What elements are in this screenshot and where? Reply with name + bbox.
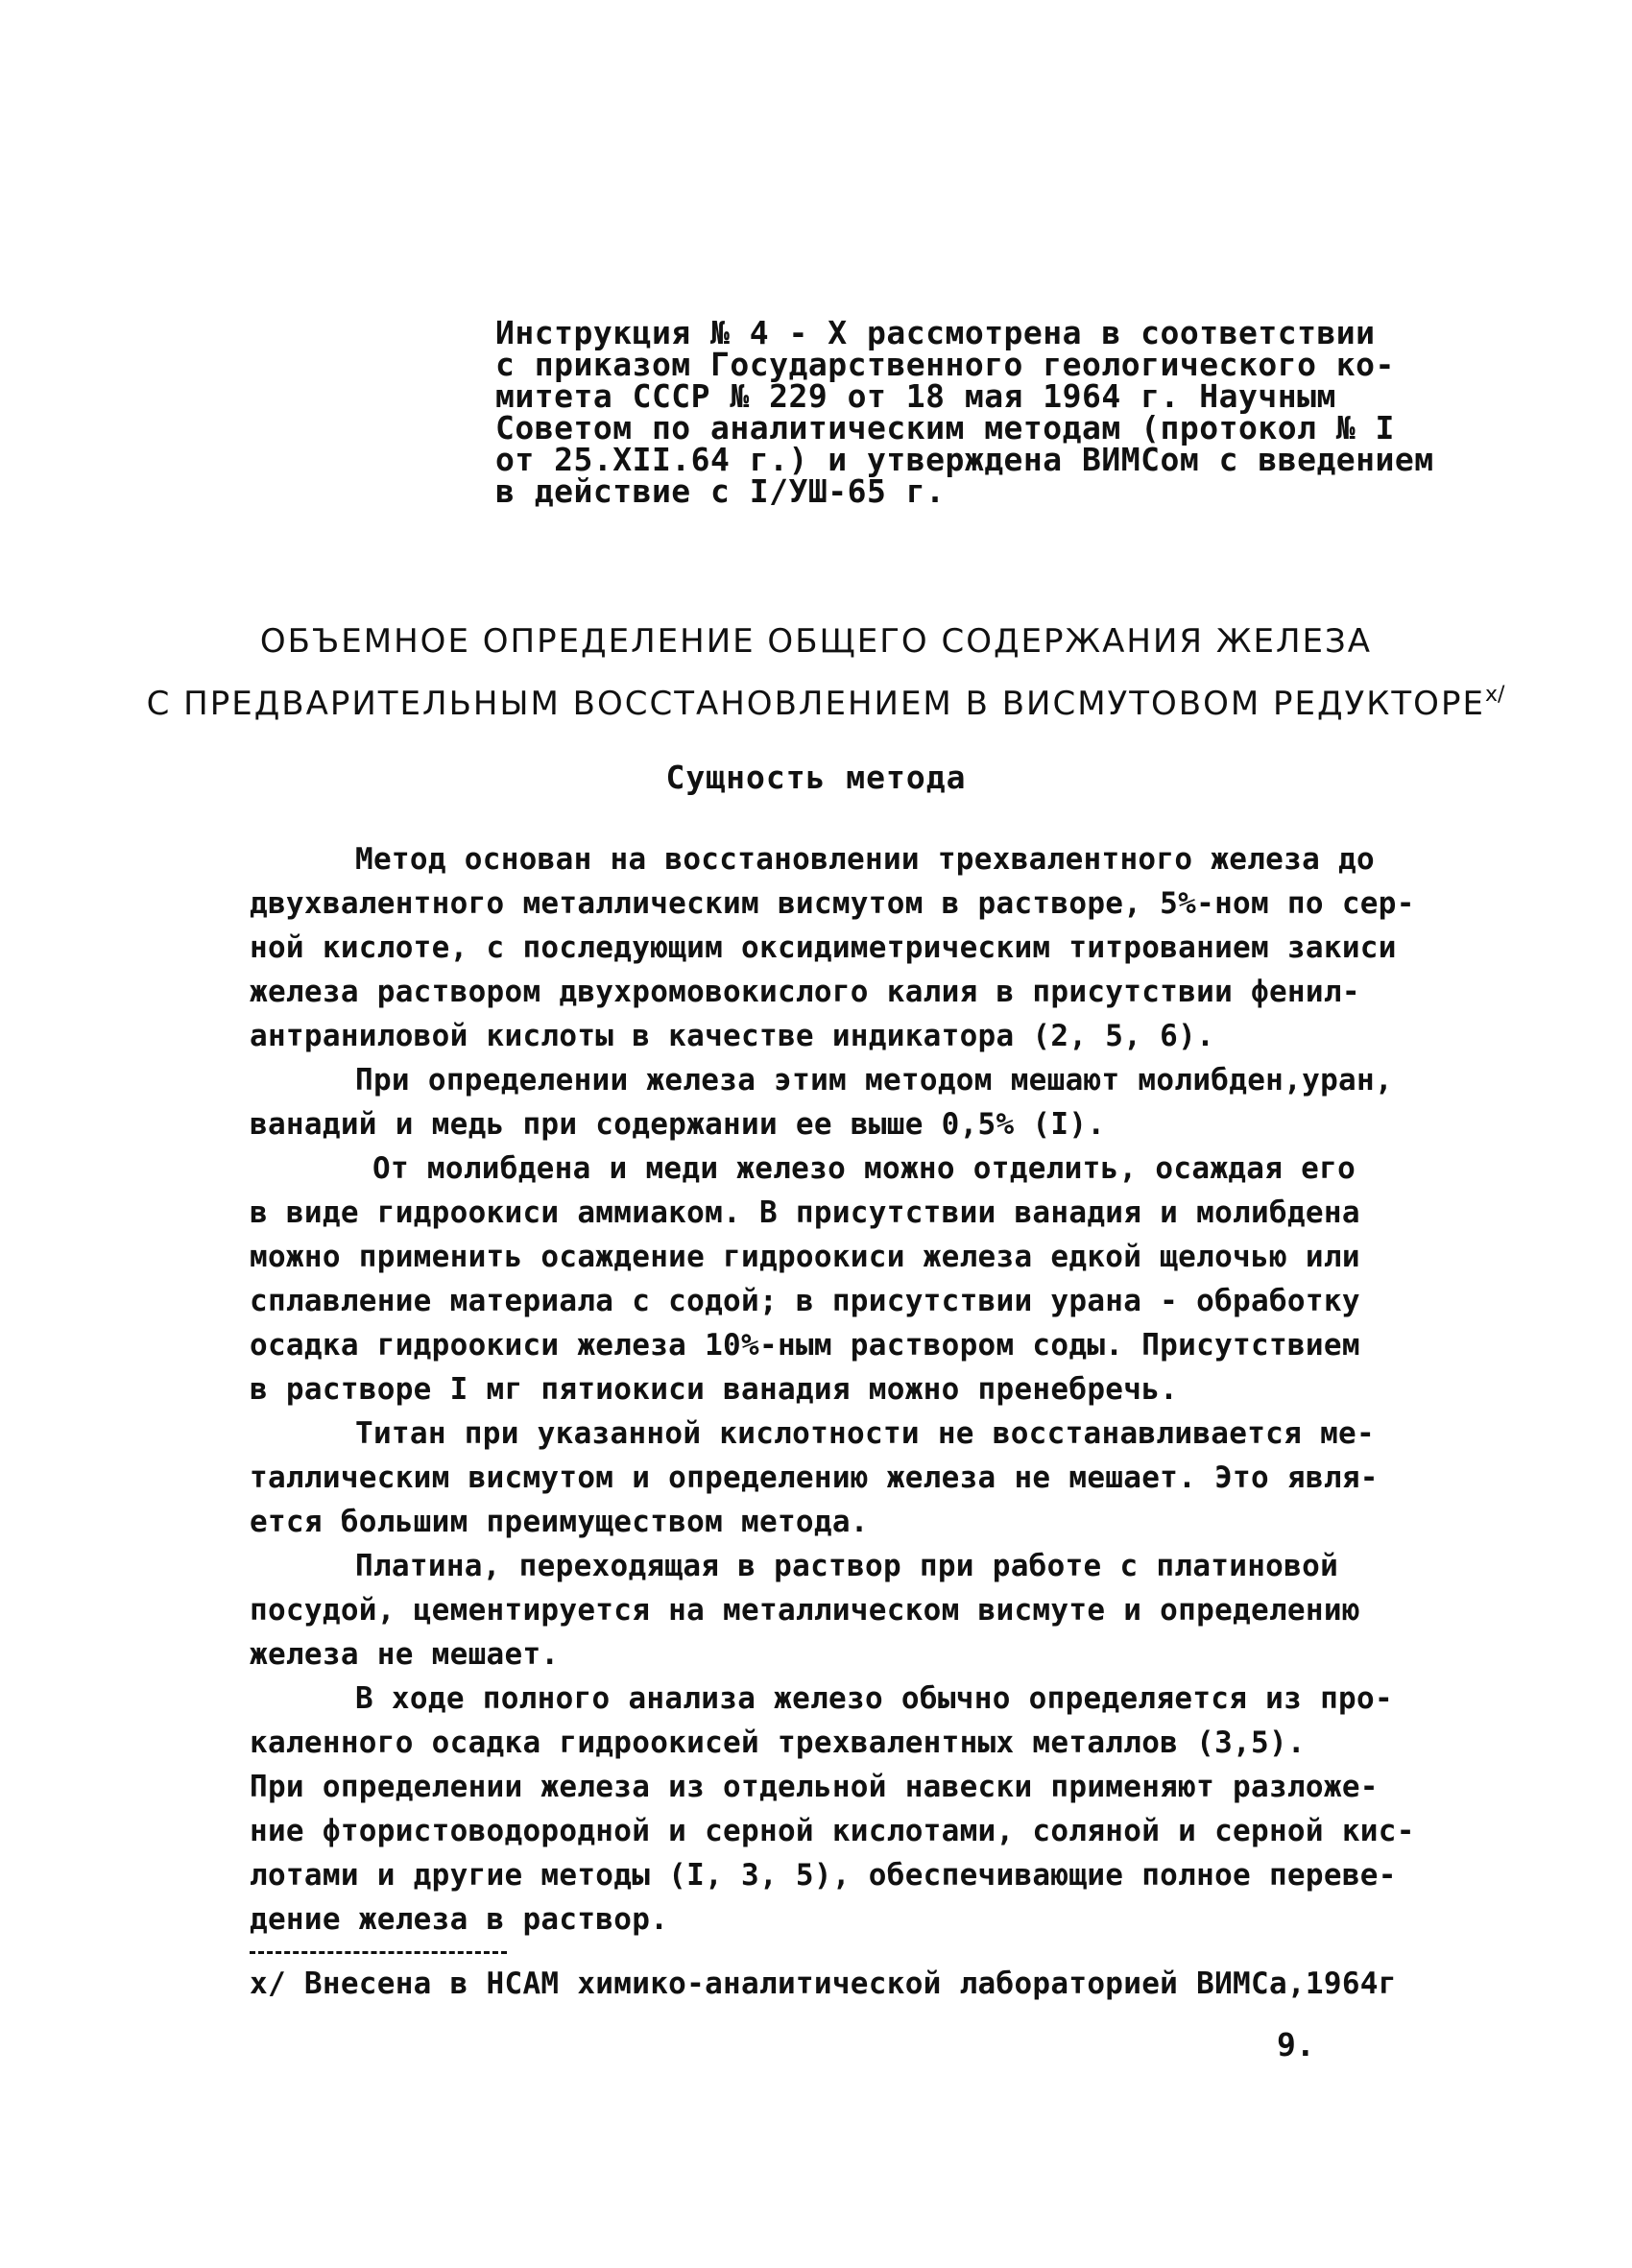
text-line: ется большим преимуществом метода.	[250, 1505, 869, 1539]
text-line: двухвалентного металлическим висмутом в растворе, 5%-ном по сер-	[250, 886, 1415, 921]
approval-line: с приказом Государственного геологического ко-	[495, 346, 1395, 383]
approval-line: в действие с I/УШ-65 г.	[495, 472, 946, 510]
approval-line: митета СССР № 229 от 18 мая 1964 г. Научным	[495, 377, 1336, 415]
text-line: железа не мешает.	[250, 1637, 560, 1672]
paragraph-2	[250, 1058, 1440, 1146]
text-line: антраниловой кислоты в качестве индикатора (2, 5, 6).	[250, 1019, 1215, 1053]
title-footnote-mark: x/	[1484, 683, 1505, 707]
text-line: дение железа в раствор.	[250, 1902, 669, 1937]
title-line-1: ОБЪЕМНОЕ ОПРЕДЕЛЕНИЕ ОБЩЕГО СОДЕРЖАНИЯ ЖЕЛЕЗА	[259, 622, 1373, 661]
text-line: Титан при указанной кислотности не восстанавливается ме-	[355, 1416, 1375, 1451]
text-line: ние фтористоводородной и серной кислотами, соляной и серной кис-	[250, 1814, 1415, 1848]
approval-note	[495, 314, 1434, 510]
text-line: При определении железа этим методом мешают молибден,уран,	[355, 1063, 1393, 1098]
text-line: От молибдена и меди железо можно отделить, осаждая его	[372, 1151, 1356, 1186]
paragraph-1	[250, 837, 1440, 1058]
text-line: таллическим висмутом и определению железа не мешает. Это явля-	[250, 1460, 1379, 1495]
paragraph-6	[250, 1677, 1440, 1942]
text-line: Метод основан на восстановлении трехвалентного железа до	[355, 842, 1375, 877]
paragraph-4	[250, 1411, 1440, 1544]
text-line: сплавление материала с содой; в присутствии урана - обработку	[250, 1284, 1360, 1318]
footnote-divider	[250, 1951, 507, 1954]
text-line: можно применить осаждение гидроокиси железа едкой щелочью или	[250, 1240, 1360, 1274]
text-line: в виде гидроокиси аммиаком. В присутствии ванадия и молибдена	[250, 1195, 1360, 1230]
text-line: Платина, переходящая в раствор при работе с платиновой	[355, 1549, 1339, 1583]
text-line: ной кислоте, с последующим оксидиметрическим титрованием закиси	[250, 930, 1397, 965]
paragraph-5	[250, 1544, 1440, 1677]
text-line: в растворе I мг пятиокиси ванадия можно пренебречь.	[250, 1372, 1179, 1407]
approval-line: от 25.XII.64 г.) и утверждена ВИМСом с введением	[495, 441, 1434, 478]
title-line-2-text: С ПРЕДВАРИТЕЛЬНЫМ ВОССТАНОВЛЕНИЕМ В ВИСМУТОВОМ РЕДУКТОРЕ	[146, 685, 1485, 723]
text-line: каленного осадка гидроокисей трехвалентных металлов (3,5).	[250, 1725, 1306, 1760]
text-line: лотами и другие методы (I, 3, 5), обеспечивающие полное переве-	[250, 1858, 1397, 1893]
paragraph-3	[250, 1146, 1440, 1411]
footnote: x/ Внесена в НСАМ химико-аналитической лабораторией ВИМСа,1964г	[250, 1966, 1397, 2001]
title-line-2	[0, 668, 1632, 731]
approval-line: Советом по аналитическим методам (протокол № I	[495, 409, 1395, 446]
text-line: посудой, цементируется на металлическом висмуте и определению	[250, 1593, 1360, 1628]
approval-line: Инструкция № 4 - Х рассмотрена в соответствии	[495, 314, 1376, 351]
body-text	[250, 837, 1440, 1942]
text-line: В ходе полного анализа железо обычно определяется из про-	[355, 1681, 1393, 1716]
text-line: железа раствором двухромовокислого калия в присутствии фенил-	[250, 975, 1360, 1009]
page-number: 9.	[1277, 2026, 1315, 2063]
text-line: ванадий и медь при содержании ее выше 0,5% (I).	[250, 1107, 1106, 1142]
document-title	[0, 615, 1632, 731]
text-line: При определении железа из отдельной навески применяют разложе-	[250, 1770, 1379, 1804]
text-line: осадка гидроокиси железа 10%-ным раствором соды. Присутствием	[250, 1328, 1360, 1363]
section-heading: Сущность метода	[665, 759, 967, 796]
